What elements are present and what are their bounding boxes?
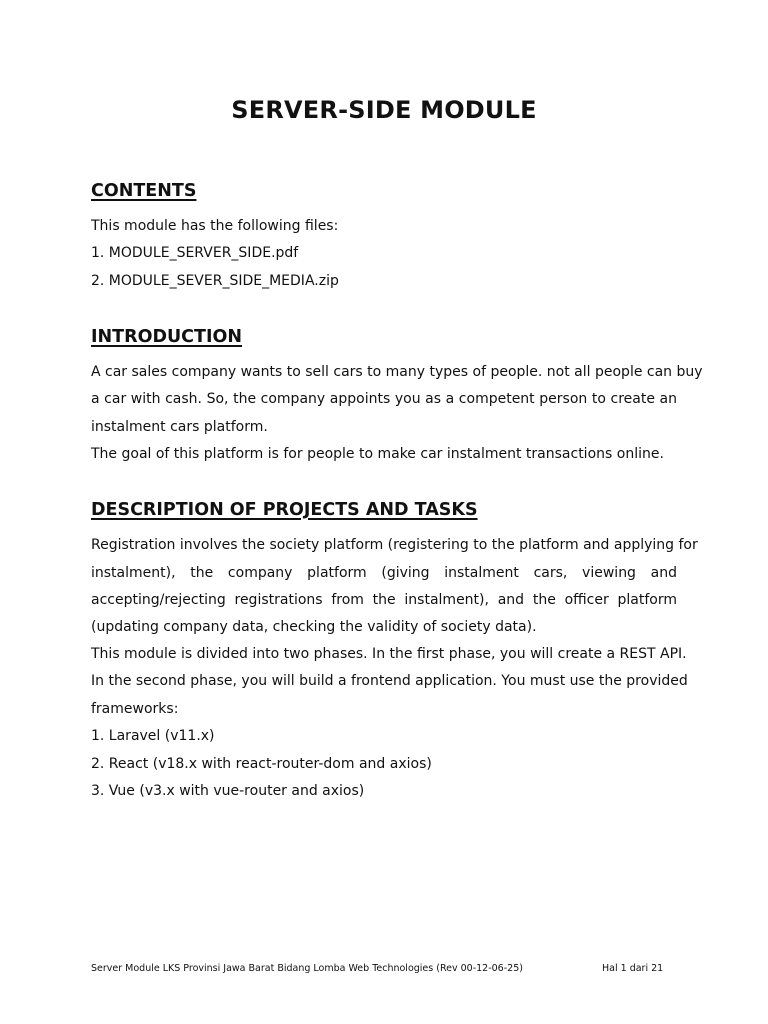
description-line: (updating company data, checking the validity of society data). — [91, 619, 537, 635]
file-list-item: 2. MODULE_SEVER_SIDE_MEDIA.zip — [91, 273, 339, 289]
page-title: SERVER-SIDE MODULE — [231, 96, 537, 124]
description-heading: DESCRIPTION OF PROJECTS AND TASKS — [91, 500, 478, 520]
introduction-heading: INTRODUCTION — [91, 327, 242, 347]
page-number: Hal 1 dari 21 — [602, 963, 664, 974]
framework-list-item: 1. Laravel (v11.x) — [91, 728, 215, 744]
introduction-line: a car with cash. So, the company appoints you as a competent person to create an — [91, 391, 677, 407]
framework-list-item: 2. React (v18.x with react-router-dom and axios) — [91, 756, 432, 772]
file-list-item: 1. MODULE_SERVER_SIDE.pdf — [91, 245, 299, 261]
description-line: frameworks: — [91, 701, 179, 717]
introduction-line: The goal of this platform is for people to make car instalment transactions online. — [91, 446, 664, 462]
description-line: Registration involves the society platform (registering to the platform and applying for — [91, 537, 698, 553]
footer-text: Server Module LKS Provinsi Jawa Barat Bidang Lomba Web Technologies (Rev 00-12-06-25) — [91, 963, 523, 974]
description-line: instalment), the company platform (giving instalment cars, viewing and — [91, 565, 677, 581]
framework-list-item: 3. Vue (v3.x with vue-router and axios) — [91, 783, 365, 799]
contents-intro: This module has the following files: — [91, 218, 339, 234]
description-line: accepting/rejecting registrations from the instalment), and the officer platform — [91, 592, 677, 608]
description-line: In the second phase, you will build a frontend application. You must use the provided — [91, 673, 688, 689]
contents-heading: CONTENTS — [91, 181, 197, 201]
introduction-line: instalment cars platform. — [91, 419, 268, 435]
introduction-line: A car sales company wants to sell cars to many types of people. not all people can buy — [91, 364, 703, 380]
description-line: This module is divided into two phases. In the first phase, you will create a REST API. — [91, 646, 687, 662]
